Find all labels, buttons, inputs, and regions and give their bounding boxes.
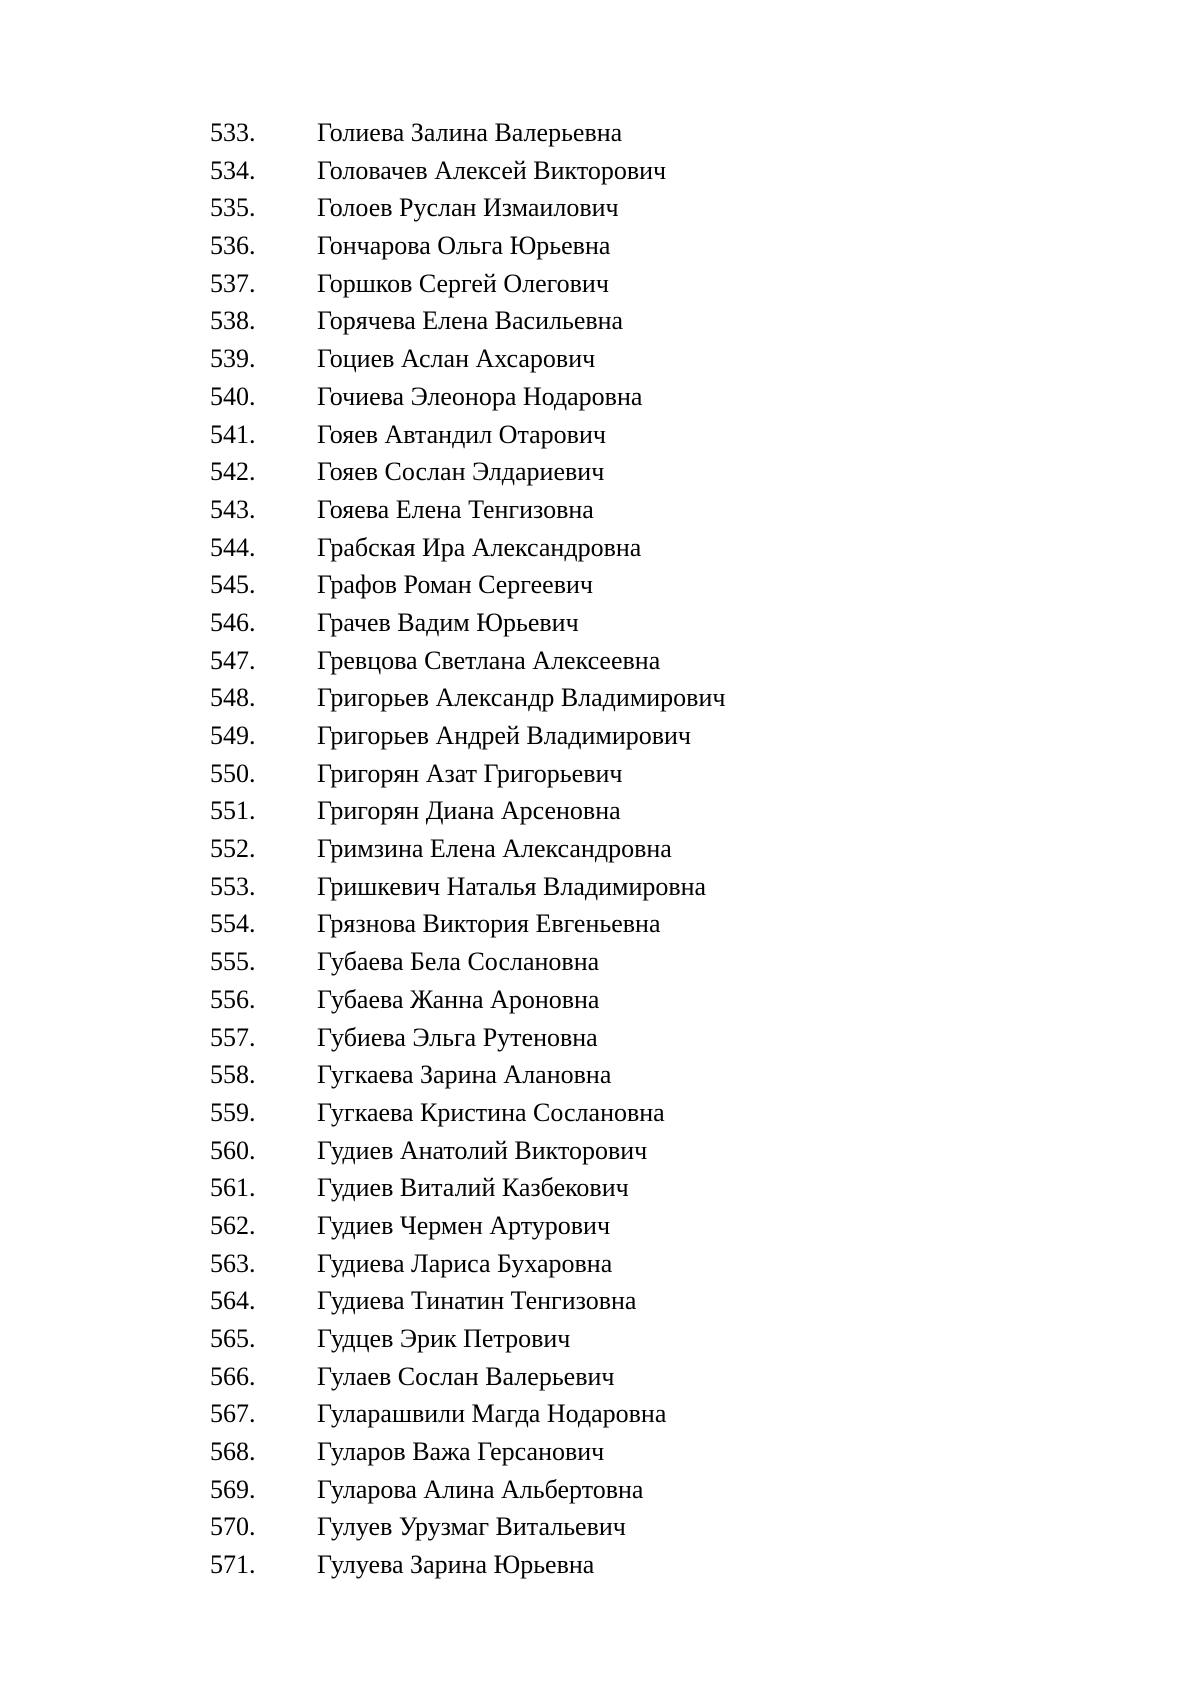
list-item [210, 642, 725, 680]
entry-number: 536. [210, 231, 256, 261]
entry-name: Грязнова Виктория Евгеньевна [317, 909, 661, 939]
entry-number: 548. [210, 683, 256, 713]
list-item [210, 378, 725, 416]
list-item [210, 453, 725, 491]
entry-number: 553. [210, 871, 256, 901]
list-item [210, 981, 725, 1019]
list-item [210, 227, 725, 265]
entry-name: Головачев Алексей Викторович [317, 155, 667, 185]
entry-number: 558. [210, 1060, 256, 1090]
list-item [210, 830, 725, 868]
entry-number: 535. [210, 193, 256, 223]
entry-number: 547. [210, 645, 256, 675]
list-item [210, 1282, 725, 1320]
entry-number: 539. [210, 344, 256, 374]
entry-name: Гуларашвили Магда Нодаровна [317, 1399, 667, 1429]
entry-number: 569. [210, 1474, 256, 1504]
entry-name: Гудцев Эрик Петрович [317, 1324, 571, 1353]
list-item [210, 529, 725, 567]
entry-name: Гугкаева Зарина Алановна [317, 1060, 612, 1090]
entry-number: 540. [210, 381, 256, 411]
list-item [210, 1433, 725, 1471]
list-item [210, 114, 725, 152]
list-item [210, 792, 725, 830]
entry-number: 557. [210, 1022, 256, 1052]
entry-name: Григорян Диана Арсеновна [317, 796, 621, 826]
entry-name: Гришкевич Наталья Владимировна [317, 871, 707, 901]
list-item [210, 905, 725, 943]
entry-name: Гуларов Важа Герсанович [317, 1437, 605, 1467]
entry-number: 570. [210, 1512, 256, 1542]
entry-number: 560. [210, 1135, 256, 1165]
entry-name: Гончарова Ольга Юрьевна [317, 231, 611, 261]
entry-name: Грабская Ира Александровна [317, 532, 642, 562]
list-item [210, 1471, 725, 1509]
entry-number: 571. [210, 1550, 256, 1580]
entry-name: Графов Роман Сергеевич [317, 570, 593, 600]
entry-number: 562. [210, 1210, 256, 1240]
entry-name: Гревцова Светлана Алексеевна [317, 645, 661, 675]
list-item [210, 1132, 725, 1170]
list-item [210, 1019, 725, 1057]
list-item [210, 189, 725, 227]
entry-name: Гулаев Сослан Валерьевич [317, 1361, 615, 1391]
entry-number: 555. [210, 947, 256, 977]
list-item [210, 1056, 725, 1094]
list-item [210, 302, 725, 340]
entry-name: Гудиев Анатолий Викторович [317, 1135, 648, 1165]
entry-number: 549. [210, 721, 256, 750]
entry-number: 564. [210, 1286, 256, 1316]
list-item [210, 1169, 725, 1207]
list-item [210, 566, 725, 604]
list-item [210, 152, 725, 190]
entry-name: Голиева Залина Валерьевна [317, 118, 623, 147]
list-item [210, 943, 725, 981]
list-item [210, 868, 725, 906]
list-item [210, 1320, 725, 1358]
entry-name: Гудиева Тинатин Тенгизовна [317, 1286, 637, 1316]
entry-number: 541. [210, 419, 256, 449]
entry-name: Грачев Вадим Юрьевич [317, 607, 579, 637]
list-item [210, 679, 725, 717]
entry-number: 551. [210, 796, 256, 826]
entry-name: Губиева Эльга Рутеновна [317, 1022, 598, 1052]
entry-name: Гугкаева Кристина Сослановна [317, 1097, 665, 1127]
entry-number: 563. [210, 1248, 256, 1278]
name-list [210, 114, 725, 1584]
entry-name: Гуларова Алина Альбертовна [317, 1474, 644, 1504]
entry-name: Гудиева Лариса Бухаровна [317, 1248, 613, 1278]
list-item [210, 416, 725, 454]
entry-number: 565. [210, 1324, 256, 1353]
entry-name: Гулуева Зарина Юрьевна [317, 1550, 595, 1580]
entry-name: Гояева Елена Тенгизовна [317, 494, 594, 524]
entry-number: 556. [210, 984, 256, 1014]
list-item [210, 1395, 725, 1433]
entry-name: Гочиева Элеонора Нодаровна [317, 381, 643, 411]
entry-number: 545. [210, 570, 256, 600]
entry-number: 543. [210, 494, 256, 524]
list-item [210, 491, 725, 529]
entry-number: 538. [210, 306, 256, 336]
list-item [210, 340, 725, 378]
entry-name: Горячева Елена Васильевна [317, 306, 624, 336]
entry-name: Гояев Сослан Элдариевич [317, 457, 605, 487]
entry-number: 534. [210, 155, 256, 185]
entry-number: 550. [210, 758, 256, 788]
entry-number: 554. [210, 909, 256, 939]
entry-name: Губаева Бела Сослановна [317, 947, 600, 977]
list-item [210, 1508, 725, 1546]
list-item [210, 1546, 725, 1584]
list-item [210, 1358, 725, 1396]
list-item [210, 604, 725, 642]
entry-number: 537. [210, 268, 256, 298]
entry-name: Гояев Автандил Отарович [317, 419, 606, 449]
entry-number: 566. [210, 1361, 256, 1391]
entry-number: 568. [210, 1437, 256, 1467]
entry-number: 552. [210, 834, 256, 864]
entry-number: 533. [210, 118, 256, 147]
entry-number: 544. [210, 532, 256, 562]
list-item [210, 1094, 725, 1132]
entry-name: Гулуев Урузмаг Витальевич [317, 1512, 626, 1542]
list-item [210, 717, 725, 755]
entry-name: Григорьев Александр Владимирович [317, 683, 726, 713]
entry-name: Голоев Руслан Измаилович [317, 193, 619, 223]
entry-name: Григорьев Андрей Владимирович [317, 721, 692, 750]
entry-name: Гудиев Чермен Артурович [317, 1210, 611, 1240]
entry-number: 546. [210, 607, 256, 637]
entry-number: 567. [210, 1399, 256, 1429]
entry-name: Губаева Жанна Ароновна [317, 984, 600, 1014]
list-item [210, 1207, 725, 1245]
list-item [210, 1245, 725, 1283]
entry-name: Гримзина Елена Александровна [317, 834, 672, 864]
entry-name: Горшков Сергей Олегович [317, 268, 609, 298]
entry-name: Григорян Азат Григорьевич [317, 758, 623, 788]
entry-name: Гоциев Аслан Ахсарович [317, 344, 596, 374]
entry-number: 542. [210, 457, 256, 487]
entry-number: 559. [210, 1097, 256, 1127]
entry-name: Гудиев Виталий Казбекович [317, 1173, 629, 1203]
list-item [210, 265, 725, 303]
list-item [210, 755, 725, 793]
entry-number: 561. [210, 1173, 256, 1203]
